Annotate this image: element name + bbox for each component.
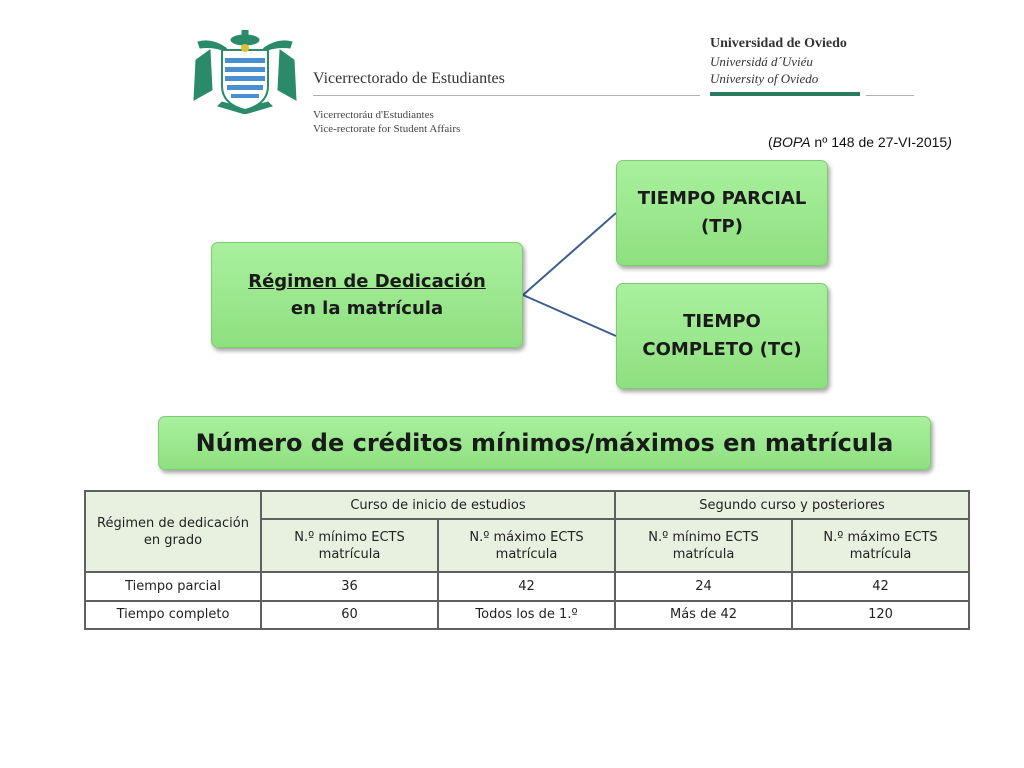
tiempo-parcial-box [616,160,828,266]
table-cell: 120 [792,601,969,629]
tc-line1: TIEMPO [683,311,761,332]
table-row [85,572,969,600]
table-cell: Más de 42 [615,601,792,629]
university-coat-of-arms-icon [190,30,300,114]
university-name-spanish: Universidad de Oviedo [710,36,847,51]
tc-line2: COMPLETO (TC) [642,339,802,360]
table-row [85,601,969,629]
header-divider [313,95,700,96]
vicerrectorado-asturian: Vicerrectoráu d'Estudiantes [313,109,434,121]
tiempo-completo-box [616,283,828,389]
table-cell: 36 [261,572,438,600]
ects-credits-table [84,490,970,630]
university-name-english: University of Oviedo [710,71,819,86]
creditos-title: Número de créditos mínimos/máximos en matrícula [195,429,894,457]
table-cell: 60 [261,601,438,629]
tp-line1: TIEMPO PARCIAL [637,188,807,209]
creditos-title-box [158,416,931,470]
table-subheader: N.º mínimo ECTS matrícula [261,519,438,572]
table-subheader: N.º mínimo ECTS matrícula [615,519,792,572]
bopa-reference: (BOPA nº 148 de 27-VI-2015) [768,134,952,150]
table-cell: 42 [438,572,615,600]
table-subheader: N.º máximo ECTS matrícula [792,519,969,572]
table-corner-header: Régimen de dedicación en grado [85,491,261,572]
vicerrectorado-title: Vicerrectorado de Estudiantes [313,70,505,87]
table-row-label: Tiempo parcial [85,572,261,600]
tp-line2: (TP) [701,216,743,237]
regimen-line2: en la matrícula [290,298,444,319]
table-group-header-first-year: Curso de inicio de estudios [261,491,615,519]
university-accent-line [710,92,860,96]
table-cell: 42 [792,572,969,600]
vicerrectorado-english: Vice-rectorate for Student Affairs [313,123,461,135]
table-group-header-second-year: Segundo curso y posteriores [615,491,969,519]
table-cell: 24 [615,572,792,600]
university-divider [866,95,914,96]
regimen-dedicacion-box [211,242,523,348]
table-subheader: N.º máximo ECTS matrícula [438,519,615,572]
table-cell: Todos los de 1.º [438,601,615,629]
regimen-line1: Régimen de Dedicación [248,271,486,292]
university-name-asturian: Universidá d´Uviéu [710,54,813,69]
table-row-label: Tiempo completo [85,601,261,629]
